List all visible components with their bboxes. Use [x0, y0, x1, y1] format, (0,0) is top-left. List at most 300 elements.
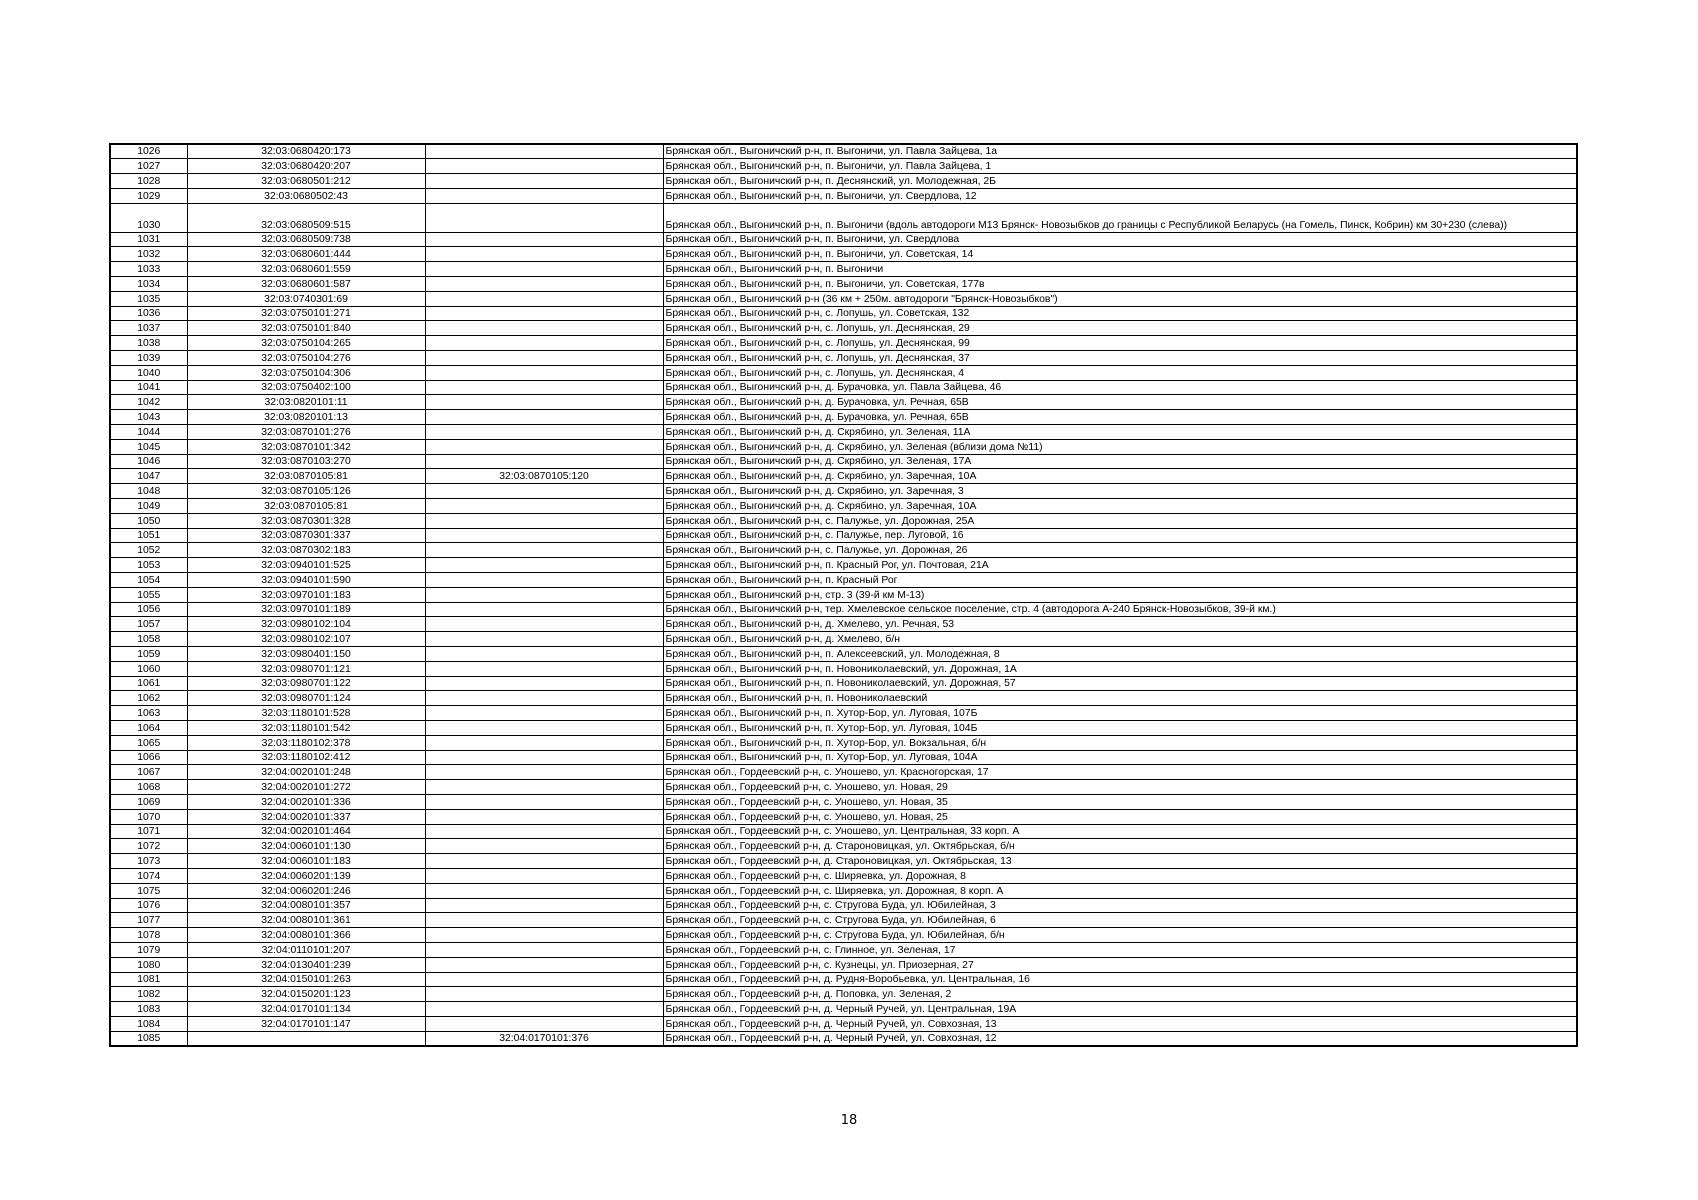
address-cell: Брянская обл., Выгоничский р-н, д. Скрябино, ул. Заречная, 10А — [663, 499, 1577, 514]
address-cell: Брянская обл., Выгоничский р-н, п. Выгоничи, ул. Павла Зайцева, 1а — [663, 144, 1577, 159]
cadastral-number-cell: 32:03:0870103:270 — [187, 454, 425, 469]
cadastral-number-cell: 32:03:0940101:525 — [187, 558, 425, 573]
table-row — [110, 824, 1577, 839]
row-number-cell: 1078 — [110, 928, 187, 943]
related-cadastral-number-cell — [425, 439, 663, 454]
related-cadastral-number-cell — [425, 558, 663, 573]
address-cell: Брянская обл., Гордеевский р-н, с. Ширяевка, ул. Дорожная, 8 — [663, 868, 1577, 883]
table-row — [110, 365, 1577, 380]
row-number-cell: 1085 — [110, 1031, 187, 1046]
address-cell: Брянская обл., Выгоничский р-н, п. Хутор-Бор, ул. Луговая, 104Б — [663, 720, 1577, 735]
cadastral-number-cell: 32:03:0820101:11 — [187, 395, 425, 410]
registry-table — [109, 143, 1578, 1047]
related-cadastral-number-cell — [425, 691, 663, 706]
table-row — [110, 647, 1577, 662]
table-row — [110, 454, 1577, 469]
row-number-cell: 1033 — [110, 262, 187, 277]
related-cadastral-number-cell — [425, 336, 663, 351]
related-cadastral-number-cell — [425, 632, 663, 647]
table-row — [110, 203, 1577, 232]
table-row — [110, 513, 1577, 528]
related-cadastral-number-cell — [425, 942, 663, 957]
cadastral-number-cell: 32:03:0870101:342 — [187, 439, 425, 454]
address-cell: Брянская обл., Гордеевский р-н, с. Уношево, ул. Красногорская, 17 — [663, 765, 1577, 780]
cadastral-number-cell: 32:03:0970101:183 — [187, 587, 425, 602]
related-cadastral-number-cell — [425, 573, 663, 588]
table-row — [110, 617, 1577, 632]
table-row — [110, 351, 1577, 366]
related-cadastral-number-cell — [425, 543, 663, 558]
table-row — [110, 928, 1577, 943]
cadastral-number-cell: 32:03:1180101:528 — [187, 706, 425, 721]
address-cell: Брянская обл., Гордеевский р-н, с. Уношево, ул. Новая, 29 — [663, 780, 1577, 795]
registry-table-body — [110, 144, 1577, 1046]
address-cell: Брянская обл., Гордеевский р-н, с. Ширяевка, ул. Дорожная, 8 корп. А — [663, 883, 1577, 898]
table-row — [110, 484, 1577, 499]
address-cell: Брянская обл., Выгоничский р-н, д. Бурачовка, ул. Речная, 65В — [663, 410, 1577, 425]
row-number-cell: 1064 — [110, 720, 187, 735]
cadastral-number-cell: 32:03:0870105:126 — [187, 484, 425, 499]
row-number-cell: 1061 — [110, 676, 187, 691]
cadastral-number-cell: 32:03:0680601:559 — [187, 262, 425, 277]
address-cell: Брянская обл., Выгоничский р-н, п. Алексеевский, ул. Молодежная, 8 — [663, 647, 1577, 662]
row-number-cell: 1028 — [110, 174, 187, 189]
cadastral-number-cell: 32:03:0870302:183 — [187, 543, 425, 558]
table-row — [110, 854, 1577, 869]
row-number-cell: 1040 — [110, 365, 187, 380]
cadastral-number-cell: 32:03:0980102:107 — [187, 632, 425, 647]
address-cell: Брянская обл., Выгоничский р-н, п. Выгоничи, ул. Советская, 177в — [663, 277, 1577, 292]
row-number-cell: 1067 — [110, 765, 187, 780]
table-row — [110, 306, 1577, 321]
cadastral-number-cell: 32:03:0750101:271 — [187, 306, 425, 321]
row-number-cell: 1075 — [110, 883, 187, 898]
table-row — [110, 425, 1577, 440]
table-row — [110, 410, 1577, 425]
table-row — [110, 291, 1577, 306]
address-cell: Брянская обл., Выгоничский р-н, д. Скрябино, ул. Зеленая (вблизи дома №11) — [663, 439, 1577, 454]
cadastral-number-cell: 32:04:0150201:123 — [187, 987, 425, 1002]
cadastral-number-cell: 32:04:0060201:246 — [187, 883, 425, 898]
row-number-cell: 1041 — [110, 380, 187, 395]
address-cell: Брянская обл., Гордеевский р-н, д. Староновицкая, ул. Октябрьская, б/н — [663, 839, 1577, 854]
cadastral-number-cell: 32:04:0080101:366 — [187, 928, 425, 943]
address-cell: Брянская обл., Выгоничский р-н, п. Выгоничи, ул. Павла Зайцева, 1 — [663, 159, 1577, 174]
row-number-cell: 1072 — [110, 839, 187, 854]
table-row — [110, 336, 1577, 351]
cadastral-number-cell: 32:03:0680420:207 — [187, 159, 425, 174]
address-cell: Брянская обл., Выгоничский р-н, п. Хутор-Бор, ул. Вокзальная, б/н — [663, 735, 1577, 750]
related-cadastral-number-cell — [425, 765, 663, 780]
address-cell: Брянская обл., Выгоничский р-н, п. Новониколаевский, ул. Дорожная, 57 — [663, 676, 1577, 691]
address-cell: Брянская обл., Гордеевский р-н, с. Стругова Буда, ул. Юбилейная, б/н — [663, 928, 1577, 943]
address-cell: Брянская обл., Выгоничский р-н, п. Деснянский, ул. Молодежная, 2Б — [663, 174, 1577, 189]
address-cell: Брянская обл., Выгоничский р-н, п. Хутор-Бор, ул. Луговая, 107Б — [663, 706, 1577, 721]
address-cell: Брянская обл., Выгоничский р-н, д. Бурачовка, ул. Павла Зайцева, 46 — [663, 380, 1577, 395]
related-cadastral-number-cell — [425, 750, 663, 765]
cadastral-number-cell: 32:03:0870301:337 — [187, 528, 425, 543]
related-cadastral-number-cell — [425, 410, 663, 425]
row-number-cell: 1084 — [110, 1016, 187, 1031]
row-number-cell: 1038 — [110, 336, 187, 351]
table-row — [110, 395, 1577, 410]
related-cadastral-number-cell — [425, 365, 663, 380]
row-number-cell: 1044 — [110, 425, 187, 440]
address-cell: Брянская обл., Выгоничский р-н, п. Выгоничи, ул. Свердлова, 12 — [663, 188, 1577, 203]
row-number-cell: 1052 — [110, 543, 187, 558]
related-cadastral-number-cell — [425, 321, 663, 336]
cadastral-number-cell: 32:03:0870101:276 — [187, 425, 425, 440]
cadastral-number-cell: 32:03:0680601:587 — [187, 277, 425, 292]
related-cadastral-number-cell — [425, 854, 663, 869]
cadastral-number-cell: 32:04:0150101:263 — [187, 972, 425, 987]
cadastral-number-cell: 32:03:0980701:124 — [187, 691, 425, 706]
related-cadastral-number-cell — [425, 513, 663, 528]
address-cell: Брянская обл., Выгоничский р-н, с. Лопушь, ул. Деснянская, 4 — [663, 365, 1577, 380]
address-cell: Брянская обл., Гордеевский р-н, д. Черный Ручей, ул. Совхозная, 13 — [663, 1016, 1577, 1031]
cadastral-number-cell: 32:04:0170101:134 — [187, 1002, 425, 1017]
address-cell: Брянская обл., Гордеевский р-н, с. Стругова Буда, ул. Юбилейная, 3 — [663, 898, 1577, 913]
row-number-cell: 1083 — [110, 1002, 187, 1017]
related-cadastral-number-cell — [425, 676, 663, 691]
related-cadastral-number-cell — [425, 425, 663, 440]
related-cadastral-number-cell — [425, 661, 663, 676]
cadastral-number-cell: 32:03:0870301:328 — [187, 513, 425, 528]
related-cadastral-number-cell — [425, 484, 663, 499]
address-cell: Брянская обл., Гордеевский р-н, с. Глинное, ул. Зеленая, 17 — [663, 942, 1577, 957]
address-cell: Брянская обл., Выгоничский р-н, с. Лопушь, ул. Деснянская, 37 — [663, 351, 1577, 366]
row-number-cell: 1034 — [110, 277, 187, 292]
table-row — [110, 144, 1577, 159]
table-row — [110, 159, 1577, 174]
row-number-cell: 1055 — [110, 587, 187, 602]
table-row — [110, 706, 1577, 721]
table-row — [110, 543, 1577, 558]
address-cell: Брянская обл., Выгоничский р-н, п. Новониколаевский, ул. Дорожная, 1А — [663, 661, 1577, 676]
table-row — [110, 839, 1577, 854]
related-cadastral-number-cell — [425, 1016, 663, 1031]
address-cell: Брянская обл., Выгоничский р-н, с. Лопушь, ул. Деснянская, 99 — [663, 336, 1577, 351]
row-number-cell: 1051 — [110, 528, 187, 543]
related-cadastral-number-cell — [425, 617, 663, 632]
cadastral-number-cell: 32:03:0740301:69 — [187, 291, 425, 306]
cadastral-number-cell: 32:04:0060201:139 — [187, 868, 425, 883]
table-row — [110, 1016, 1577, 1031]
row-number-cell: 1068 — [110, 780, 187, 795]
table-row — [110, 573, 1577, 588]
cadastral-number-cell: 32:03:0680601:444 — [187, 247, 425, 262]
row-number-cell: 1058 — [110, 632, 187, 647]
registry-sheet — [109, 143, 1576, 1047]
address-cell: Брянская обл., Гордеевский р-н, д. Староновицкая, ул. Октябрьская, 13 — [663, 854, 1577, 869]
address-cell: Брянская обл., Выгоничский р-н, п. Новониколаевский — [663, 691, 1577, 706]
row-number-cell: 1047 — [110, 469, 187, 484]
related-cadastral-number-cell — [425, 1002, 663, 1017]
row-number-cell: 1048 — [110, 484, 187, 499]
row-number-cell: 1049 — [110, 499, 187, 514]
related-cadastral-number-cell — [425, 780, 663, 795]
cadastral-number-cell: 32:04:0020101:337 — [187, 809, 425, 824]
related-cadastral-number-cell — [425, 454, 663, 469]
cadastral-number-cell: 32:03:0970101:189 — [187, 602, 425, 617]
table-row — [110, 232, 1577, 247]
related-cadastral-number-cell — [425, 380, 663, 395]
row-number-cell: 1045 — [110, 439, 187, 454]
address-cell: Брянская обл., Выгоничский р-н, с. Палужье, пер. Луговой, 16 — [663, 528, 1577, 543]
row-number-cell: 1082 — [110, 987, 187, 1002]
row-number-cell: 1050 — [110, 513, 187, 528]
table-row — [110, 174, 1577, 189]
table-row — [110, 913, 1577, 928]
row-number-cell: 1080 — [110, 957, 187, 972]
related-cadastral-number-cell — [425, 602, 663, 617]
table-row — [110, 587, 1577, 602]
related-cadastral-number-cell — [425, 647, 663, 662]
table-row — [110, 632, 1577, 647]
table-row — [110, 188, 1577, 203]
row-number-cell: 1071 — [110, 824, 187, 839]
row-number-cell: 1081 — [110, 972, 187, 987]
related-cadastral-number-cell — [425, 262, 663, 277]
row-number-cell: 1057 — [110, 617, 187, 632]
cadastral-number-cell: 32:04:0020101:272 — [187, 780, 425, 795]
cadastral-number-cell: 32:03:0980401:150 — [187, 647, 425, 662]
row-number-cell: 1046 — [110, 454, 187, 469]
cadastral-number-cell: 32:03:0980701:122 — [187, 676, 425, 691]
cadastral-number-cell: 32:03:0680509:515 — [187, 203, 425, 232]
table-row — [110, 987, 1577, 1002]
table-row — [110, 277, 1577, 292]
cadastral-number-cell: 32:03:0820101:13 — [187, 410, 425, 425]
cadastral-number-cell: 32:03:0750402:100 — [187, 380, 425, 395]
related-cadastral-number-cell — [425, 706, 663, 721]
table-row — [110, 321, 1577, 336]
related-cadastral-number-cell — [425, 957, 663, 972]
table-row — [110, 691, 1577, 706]
table-row — [110, 809, 1577, 824]
table-row — [110, 883, 1577, 898]
row-number-cell: 1062 — [110, 691, 187, 706]
row-number-cell: 1027 — [110, 159, 187, 174]
cadastral-number-cell: 32:04:0110101:207 — [187, 942, 425, 957]
cadastral-number-cell: 32:03:1180101:542 — [187, 720, 425, 735]
related-cadastral-number-cell — [425, 735, 663, 750]
cadastral-number-cell: 32:03:1180102:412 — [187, 750, 425, 765]
related-cadastral-number-cell — [425, 174, 663, 189]
related-cadastral-number-cell — [425, 277, 663, 292]
table-row — [110, 780, 1577, 795]
address-cell: Брянская обл., Выгоничский р-н, с. Лопушь, ул. Советская, 132 — [663, 306, 1577, 321]
table-row — [110, 720, 1577, 735]
row-number-cell: 1037 — [110, 321, 187, 336]
address-cell: Брянская обл., Выгоничский р-н, п. Выгоничи, ул. Свердлова — [663, 232, 1577, 247]
row-number-cell: 1026 — [110, 144, 187, 159]
table-row — [110, 972, 1577, 987]
row-number-cell: 1060 — [110, 661, 187, 676]
address-cell: Брянская обл., Выгоничский р-н, тер. Хмелевское сельское поселение, стр. 4 (автодорога А-240 Брянск-Новозыбков, 39-й км.) — [663, 602, 1577, 617]
table-row — [110, 469, 1577, 484]
table-row — [110, 499, 1577, 514]
address-cell: Брянская обл., Выгоничский р-н, д. Хмелево, б/н — [663, 632, 1577, 647]
address-cell: Брянская обл., Выгоничский р-н, стр. 3 (39-й км М-13) — [663, 587, 1577, 602]
related-cadastral-number-cell — [425, 144, 663, 159]
cadastral-number-cell: 32:04:0060101:183 — [187, 854, 425, 869]
related-cadastral-number-cell — [425, 587, 663, 602]
related-cadastral-number-cell — [425, 159, 663, 174]
row-number-cell: 1042 — [110, 395, 187, 410]
address-cell: Брянская обл., Выгоничский р-н, с. Лопушь, ул. Деснянская, 29 — [663, 321, 1577, 336]
address-cell: Брянская обл., Выгоничский р-н, д. Скрябино, ул. Заречная, 10А — [663, 469, 1577, 484]
address-cell: Брянская обл., Выгоничский р-н (36 км + 250м. автодороги "Брянск-Новозыбков") — [663, 291, 1577, 306]
cadastral-number-cell: 32:03:0750104:265 — [187, 336, 425, 351]
cadastral-number-cell: 32:03:0750104:276 — [187, 351, 425, 366]
related-cadastral-number-cell — [425, 987, 663, 1002]
address-cell: Брянская обл., Гордеевский р-н, с. Стругова Буда, ул. Юбилейная, 6 — [663, 913, 1577, 928]
table-row — [110, 661, 1577, 676]
cadastral-number-cell: 32:03:0680501:212 — [187, 174, 425, 189]
address-cell: Брянская обл., Гордеевский р-н, с. Уношево, ул. Новая, 25 — [663, 809, 1577, 824]
row-number-cell: 1035 — [110, 291, 187, 306]
cadastral-number-cell: 32:04:0130401:239 — [187, 957, 425, 972]
related-cadastral-number-cell — [425, 913, 663, 928]
row-number-cell: 1053 — [110, 558, 187, 573]
row-number-cell: 1056 — [110, 602, 187, 617]
cadastral-number-cell: 32:03:1180102:378 — [187, 735, 425, 750]
related-cadastral-number-cell — [425, 868, 663, 883]
related-cadastral-number-cell — [425, 839, 663, 854]
row-number-cell: 1032 — [110, 247, 187, 262]
related-cadastral-number-cell — [425, 794, 663, 809]
row-number-cell: 1065 — [110, 735, 187, 750]
cadastral-number-cell: 32:04:0080101:357 — [187, 898, 425, 913]
cadastral-number-cell: 32:04:0020101:464 — [187, 824, 425, 839]
table-row — [110, 868, 1577, 883]
related-cadastral-number-cell — [425, 188, 663, 203]
related-cadastral-number-cell — [425, 972, 663, 987]
related-cadastral-number-cell — [425, 528, 663, 543]
table-row — [110, 1031, 1577, 1046]
table-row — [110, 735, 1577, 750]
row-number-cell: 1043 — [110, 410, 187, 425]
cadastral-number-cell — [187, 1031, 425, 1046]
table-row — [110, 765, 1577, 780]
address-cell: Брянская обл., Гордеевский р-н, д. Черный Ручей, ул. Совхозная, 12 — [663, 1031, 1577, 1046]
row-number-cell: 1036 — [110, 306, 187, 321]
cadastral-number-cell: 32:03:0680502:43 — [187, 188, 425, 203]
cadastral-number-cell: 32:03:0980701:121 — [187, 661, 425, 676]
table-row — [110, 794, 1577, 809]
cadastral-number-cell: 32:04:0080101:361 — [187, 913, 425, 928]
address-cell: Брянская обл., Выгоничский р-н, п. Хутор-Бор, ул. Луговая, 104А — [663, 750, 1577, 765]
cadastral-number-cell: 32:03:0940101:590 — [187, 573, 425, 588]
cadastral-number-cell: 32:03:0870105:81 — [187, 469, 425, 484]
address-cell: Брянская обл., Выгоничский р-н, п. Выгоничи (вдоль автодороги М13 Брянск- Новозыбков до границы с Республикой Беларусь (на Гомель, Пинск, Кобрин) км 30+230 (слева)) — [663, 203, 1577, 232]
table-row — [110, 262, 1577, 277]
related-cadastral-number-cell — [425, 499, 663, 514]
table-row — [110, 528, 1577, 543]
row-number-cell: 1063 — [110, 706, 187, 721]
address-cell: Брянская обл., Гордеевский р-н, с. Уношево, ул. Центральная, 33 корп. А — [663, 824, 1577, 839]
cadastral-number-cell: 32:03:0750104:306 — [187, 365, 425, 380]
cadastral-number-cell: 32:03:0680509:738 — [187, 232, 425, 247]
row-number-cell: 1030 — [110, 203, 187, 232]
related-cadastral-number-cell: 32:03:0870105:120 — [425, 469, 663, 484]
row-number-cell: 1059 — [110, 647, 187, 662]
related-cadastral-number-cell — [425, 720, 663, 735]
cadastral-number-cell: 32:03:0980102:104 — [187, 617, 425, 632]
address-cell: Брянская обл., Выгоничский р-н, д. Бурачовка, ул. Речная, 65В — [663, 395, 1577, 410]
row-number-cell: 1066 — [110, 750, 187, 765]
table-row — [110, 942, 1577, 957]
address-cell: Брянская обл., Выгоничский р-н, п. Выгоничи — [663, 262, 1577, 277]
related-cadastral-number-cell — [425, 247, 663, 262]
related-cadastral-number-cell — [425, 203, 663, 232]
address-cell: Брянская обл., Выгоничский р-н, п. Выгоничи, ул. Советская, 14 — [663, 247, 1577, 262]
address-cell: Брянская обл., Выгоничский р-н, д. Хмелево, ул. Речная, 53 — [663, 617, 1577, 632]
cadastral-number-cell: 32:04:0060101:130 — [187, 839, 425, 854]
related-cadastral-number-cell — [425, 306, 663, 321]
page-number: 18 — [840, 1113, 858, 1128]
row-number-cell: 1079 — [110, 942, 187, 957]
row-number-cell: 1039 — [110, 351, 187, 366]
related-cadastral-number-cell — [425, 928, 663, 943]
related-cadastral-number-cell: 32:04:0170101:376 — [425, 1031, 663, 1046]
address-cell: Брянская обл., Выгоничский р-н, п. Красный Рог, ул. Почтовая, 21А — [663, 558, 1577, 573]
address-cell: Брянская обл., Выгоничский р-н, с. Палужье, ул. Дорожная, 26 — [663, 543, 1577, 558]
address-cell: Брянская обл., Гордеевский р-н, д. Черный Ручей, ул. Центральная, 19А — [663, 1002, 1577, 1017]
row-number-cell: 1070 — [110, 809, 187, 824]
row-number-cell: 1054 — [110, 573, 187, 588]
row-number-cell: 1077 — [110, 913, 187, 928]
table-row — [110, 957, 1577, 972]
address-cell: Брянская обл., Выгоничский р-н, д. Скрябино, ул. Зеленая, 11А — [663, 425, 1577, 440]
address-cell: Брянская обл., Выгоничский р-н, п. Красный Рог — [663, 573, 1577, 588]
cadastral-number-cell: 32:03:0750101:840 — [187, 321, 425, 336]
address-cell: Брянская обл., Гордеевский р-н, д. Рудня-Воробьевка, ул. Центральная, 16 — [663, 972, 1577, 987]
cadastral-number-cell: 32:04:0170101:147 — [187, 1016, 425, 1031]
row-number-cell: 1031 — [110, 232, 187, 247]
row-number-cell: 1073 — [110, 854, 187, 869]
address-cell: Брянская обл., Выгоничский р-н, д. Скрябино, ул. Зеленая, 17А — [663, 454, 1577, 469]
row-number-cell: 1029 — [110, 188, 187, 203]
address-cell: Брянская обл., Гордеевский р-н, с. Уношево, ул. Новая, 35 — [663, 794, 1577, 809]
related-cadastral-number-cell — [425, 883, 663, 898]
related-cadastral-number-cell — [425, 824, 663, 839]
address-cell: Брянская обл., Гордеевский р-н, с. Кузнецы, ул. Приозерная, 27 — [663, 957, 1577, 972]
table-row — [110, 1002, 1577, 1017]
address-cell: Брянская обл., Гордеевский р-н, д. Поповка, ул. Зеленая, 2 — [663, 987, 1577, 1002]
related-cadastral-number-cell — [425, 291, 663, 306]
table-row — [110, 558, 1577, 573]
related-cadastral-number-cell — [425, 395, 663, 410]
table-row — [110, 247, 1577, 262]
table-row — [110, 898, 1577, 913]
row-number-cell: 1074 — [110, 868, 187, 883]
row-number-cell: 1076 — [110, 898, 187, 913]
related-cadastral-number-cell — [425, 898, 663, 913]
address-cell: Брянская обл., Выгоничский р-н, с. Палужье, ул. Дорожная, 25А — [663, 513, 1577, 528]
cadastral-number-cell: 32:04:0020101:248 — [187, 765, 425, 780]
table-row — [110, 380, 1577, 395]
related-cadastral-number-cell — [425, 351, 663, 366]
table-row — [110, 676, 1577, 691]
related-cadastral-number-cell — [425, 232, 663, 247]
cadastral-number-cell: 32:04:0020101:336 — [187, 794, 425, 809]
cadastral-number-cell: 32:03:0680420:173 — [187, 144, 425, 159]
cadastral-number-cell: 32:03:0870105:81 — [187, 499, 425, 514]
table-row — [110, 439, 1577, 454]
table-row — [110, 750, 1577, 765]
